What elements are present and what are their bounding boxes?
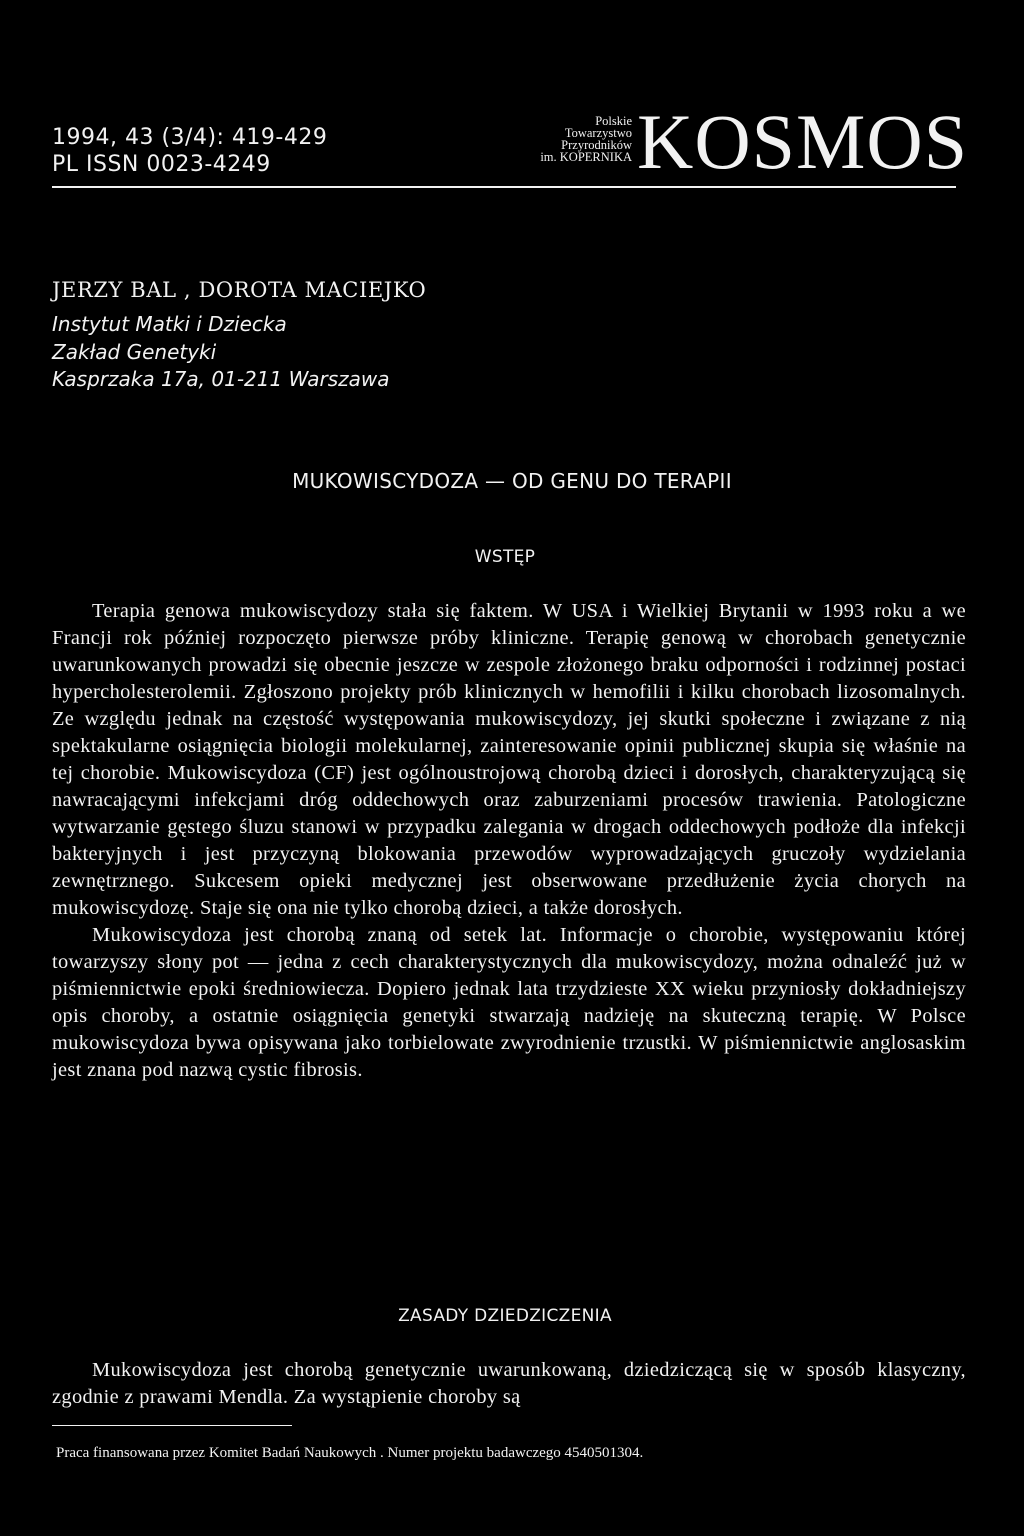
inheritance-text <box>52 1357 966 1411</box>
citation-block <box>52 124 327 178</box>
section-heading-intro: WSTĘP <box>474 547 536 567</box>
affiliation <box>52 311 390 394</box>
authors: JERZY BAL , DOROTA MACIEJKO <box>52 278 427 302</box>
issn: PL ISSN 0023-4249 <box>52 152 271 177</box>
citation: 1994, 43 (3/4): 419-429 <box>52 125 328 150</box>
paragraph: Terapia genowa mukowiscydozy stała się faktem. W USA i Wielkiej Brytanii w 1993 roku a we Francji rok później rozpoczęto pierwsze próby kliniczne. Terapię genową w chorobach genetycznie uwarunkowanych prowadzi się obecnie jeszcze w zespole złożonego braku odporności i rodzinnej postaci hypercholesterolemii. Zgłoszono projekty prób klinicznych w hemofilii i kilku chorobach lizosomalnych. Ze względu jednak na częstość występowania mukowiscydozy, jej skutki społeczne i związane z nią spektakularne osiągnięcia biologii molekularnej, zainteresowanie opinii publicznej skupia się właśnie na tej chorobie. Mukowiscydoza (CF) jest ogólnoustrojową chorobą dzieci i dorosłych, charakteryzującą się nawracającymi infekcjami dróg oddechowych oraz zaburzeniami procesów trawienia. Patologiczne wytwarzanie gęstego śluzu stanowi w przypadku zalegania w drogach oddechowych podłoże dla infekcji bakteryjnych i jest przyczyną blokowania przewodów wyprowadzających gruczoły wydzielania zewnętrznego. Sukcesem opieki medycznej jest obserwowane przedłużenie życia chorych na mukowiscydozę. Staje się ona nie tylko chorobą dzieci, a także dorosłych. <box>52 600 966 919</box>
affiliation-institute: Instytut Matki i Dziecka <box>52 312 287 336</box>
society-line: Polskie <box>595 114 632 128</box>
society-line: Towarzystwo <box>564 126 632 140</box>
footnote: Praca finansowana przez Komitet Badań Naukowych . Numer projektu badawczego 4540501304. <box>56 1445 644 1461</box>
header-rule <box>52 186 956 188</box>
paragraph: Mukowiscydoza jest chorobą znaną od setek lat. Informacje o chorobie, występowaniu której towarzyszy słony pot — jedna z cech charakterystycznych dla mukowiscydozy, można odnaleźć już w piśmiennictwie epoki średniowiecza. Dopiero jednak lata trzydzieste XX wieku przyniosły dokładniejszy opis choroby, a ostatnie osiągnięcia genetyki stwarzają nadzieję na skuteczną terapię. W Polsce mukowiscydoza bywa opisywana jako torbielowate zwyrodnienie trzustki. W piśmiennictwie anglosaskim jest znana pod nazwą cystic fibrosis. <box>52 924 966 1081</box>
society-line: im. KOPERNIKA <box>540 150 632 164</box>
paper-title: MUKOWISCYDOZA — OD GENU DO TERAPII <box>292 469 732 493</box>
intro-text <box>52 598 966 1084</box>
society-line: Przyrodników <box>561 138 632 152</box>
journal-title: KOSMOS <box>637 98 969 185</box>
paragraph: Mukowiscydoza jest chorobą genetycznie uwarunkowaną, dziedziczącą się w sposób klasyczny, zgodnie z prawami Mendla. Za wystąpienie choroby są <box>52 1359 966 1408</box>
society-logo <box>522 115 632 163</box>
affiliation-department: Zakład Genetyki <box>52 339 217 364</box>
footnote-rule <box>52 1425 292 1426</box>
section-heading-inheritance: ZASADY DZIEDZICZENIA <box>398 1306 612 1326</box>
affiliation-address: Kasprzaka 17a, 01-211 Warszawa <box>52 367 390 391</box>
